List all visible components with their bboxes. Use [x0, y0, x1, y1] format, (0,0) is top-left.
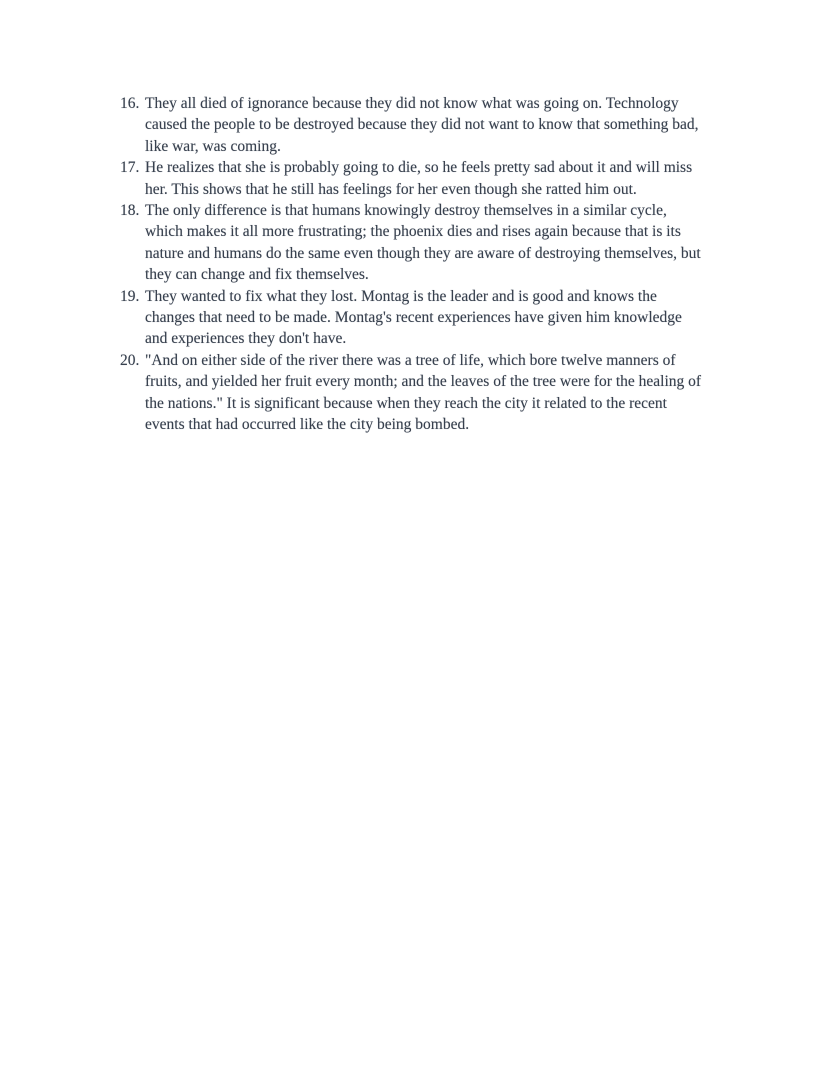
item-text-line: like war, was coming. — [145, 137, 281, 155]
item-text-line: They wanted to fix what they lost. Montag is the leader and is good and knows the — [145, 287, 657, 305]
item-text — [145, 93, 745, 157]
item-text-line: the nations." It is significant because when they reach the city it related to the recent — [145, 394, 667, 412]
item-text-line: changes that need to be made. Montag's recent experiences have given him knowledge — [145, 309, 682, 327]
item-text-line: caused the people to be destroyed because they did not want to know that something bad, — [145, 116, 699, 134]
item-number: 19. — [120, 287, 140, 305]
answer-item-18 — [120, 200, 745, 286]
answer-item-16 — [120, 93, 745, 157]
item-text-line: they can change and fix themselves. — [145, 266, 369, 284]
item-text-line: He realizes that she is probably going to die, so he feels pretty sad about it and will miss — [145, 159, 693, 177]
item-text-line: which makes it all more frustrating; the phoenix dies and rises again because that is its — [145, 223, 681, 241]
item-text-line: "And on either side of the river there was a tree of life, which bore twelve manners of — [145, 351, 676, 369]
item-number: 20. — [120, 351, 140, 369]
item-number: 16. — [120, 95, 140, 112]
item-number: 18. — [120, 202, 140, 220]
item-text-line: fruits, and yielded her fruit every month; and the leaves of the tree were for the healing of — [145, 373, 702, 391]
item-text-line: The only difference is that humans knowingly destroy themselves in a similar cycle, — [145, 202, 667, 220]
item-text-line: nature and humans do the same even though they are aware of destroying themselves, but — [145, 244, 701, 262]
item-text — [145, 157, 745, 200]
answer-item-19 — [120, 286, 745, 350]
item-text-line: events that had occurred like the city being bombed. — [145, 416, 470, 434]
item-text-line: and experiences they don't have. — [145, 330, 347, 348]
item-text-line: her. This shows that he still has feelings for her even though she ratted him out. — [145, 180, 637, 198]
numbered-answer-list — [120, 93, 745, 436]
item-text — [145, 200, 745, 286]
answer-item-20 — [120, 350, 745, 436]
item-number: 17. — [120, 159, 140, 177]
answer-item-17 — [120, 157, 745, 200]
item-text — [145, 286, 745, 350]
item-text — [145, 350, 745, 436]
item-text-line: They all died of ignorance because they did not know what was going on. Technology — [145, 95, 679, 112]
